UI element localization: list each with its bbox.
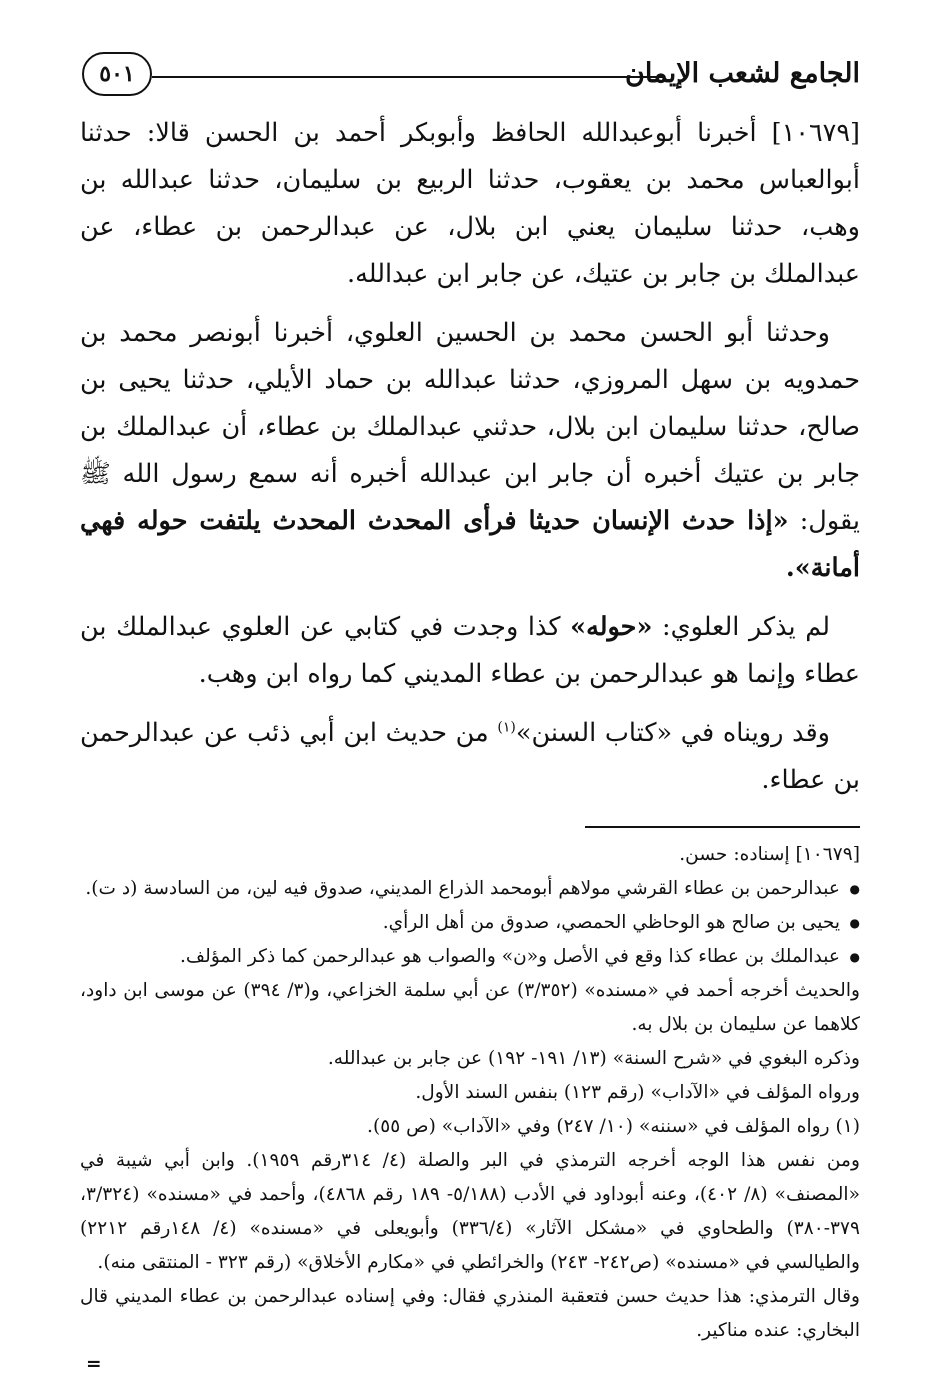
sunan-reference: [80, 710, 860, 804]
comment-pre: لم يذكر العلوي:: [662, 612, 831, 642]
book-page: [80, 40, 860, 1382]
note-narrator-1: ● عبدالرحمن بن عطاء القرشي مولاهم أبومحمد الذراع المديني، صدوق فيه لين، من السادسة (د ت).: [80, 872, 860, 906]
hadith-matn: «إذا حدث الإنسان حديثا فرأى المحدث المحدث يلتفت حوله فهي أمانة».: [80, 506, 860, 583]
footnote-1: (١) رواه المؤلف في «سننه» (١٠/ ٢٤٧) وفي «الآداب» (ص ٥٥).: [367, 1116, 860, 1137]
continuation-mark: =: [86, 1354, 102, 1375]
page-header: [80, 40, 860, 110]
author-comment: [80, 604, 860, 698]
hadith-paragraph-1: [١٠٦٧٩] أخبرنا أبوعبدالله الحافظ وأبوبكر أحمد بن الحسن قالا: حدثنا أبوالعباس محمد بن يعقوب، حدثنا الربيع بن سليمان، حدثنا عبدالله بن وهب، حدثنا سليمان يعني ابن بلال، عن عبدالرحمن بن عطاء، عن عبدالملك بن جابر بن عتيك، عن جابر ابن عبدالله.: [80, 118, 860, 289]
isnad-text: وحدثنا أبو الحسن محمد بن الحسين العلوي، أخبرنا أبونصر محمد بن حمدويه بن سهل المروزي، حدثنا عبدالله بن حماد الأيلي، حدثنا يحيى بن صالح، حدثنا سليمان ابن بلال، حدثني عبدالملك بن عطاء، أن عبدالملك بن جابر بن عتيك أخبره أن جابر ابن عبدالله أخبره أنه سمع رسول الله ﷺ يقول:: [80, 318, 860, 536]
main-text: [80, 110, 860, 804]
note-takhrij-ahmad: والحديث أخرجه أحمد في «مسنده» (٣/٣٥٢) عن أبي سلمة الخزاعي، و(٣/ ٣٩٤) عن موسى ابن داود، كلاهما عن سليمان بن بلال به.: [80, 980, 860, 1035]
footnotes: [80, 838, 860, 1382]
page-number: ٥٠١: [82, 52, 152, 96]
note-takhrij-adab: ورواه المؤلف في «الآداب» (رقم ١٢٣) بنفس السند الأول.: [415, 1082, 860, 1103]
footnote-separator: [585, 826, 860, 828]
note-takhrij-baghawi: وذكره البغوي في «شرح السنة» (١٣/ ١٩١- ١٩٢) عن جابر بن عبدالله.: [327, 1048, 860, 1069]
comment-bold-word: «حوله»: [570, 612, 653, 642]
running-title: الجامع لشعب الإيمان: [625, 58, 860, 89]
note-narrator-3: ● عبدالملك بن عطاء كذا وقع في الأصل و«ن» والصواب هو عبدالرحمن كما ذكر المؤلف.: [80, 940, 860, 974]
comment-post: كذا وجدت في كتابي عن العلوي عبدالملك بن عطاء وإنما هو عبدالرحمن بن عطاء المديني كما رواه ابن وهب.: [80, 612, 860, 689]
sunan-pre: وقد رويناه في «كتاب السنن»: [515, 718, 830, 748]
hadith-paragraph-2: [80, 310, 860, 592]
sunan-post: من حديث ابن أبي ذئب عن عبدالرحمن بن عطاء.: [80, 718, 860, 795]
footnote-marker[interactable]: (١): [497, 719, 516, 736]
header-rule: [152, 76, 664, 78]
note-narrator-2: ● يحيى بن صالح هو الوحاظي الحمصي، صدوق من أهل الرأي.: [80, 906, 860, 940]
note-isnad-grade: [١٠٦٧٩] إسناده: حسن.: [679, 844, 860, 865]
note-takhrij-tirmidhi: ومن نفس هذا الوجه أخرجه الترمذي في البر والصلة (٤/ ٣١٤رقم ١٩٥٩). وابن أبي شيبة في «المصنف» (٨/ ٤٠٢)، وعنه أبوداود في الأدب (٥/١٨٨- ١٨٩ رقم ٤٨٦٨)، وأحمد في «مسنده» (٣/٣٢٤، ٣٧٩-٣٨٠) والطحاوي في «مشكل الآثار» (٣٣٦/٤) وأبويعلى في «مسنده» (٤/ ١٤٨رقم ٢٢١٢) والطيالسي في «مسنده» (ص٢٤٢- ٢٤٣) والخرائطي في «مكارم الأخلاق» (رقم ٣٢٣ - المنتقى منه).: [80, 1150, 860, 1273]
note-tirmidhi-comment: وقال الترمذي: هذا حديث حسن فتعقبة المنذري فقال: وفي إسناده عبدالرحمن بن عطاء المديني قال البخاري: عنده مناكير.: [80, 1286, 860, 1341]
